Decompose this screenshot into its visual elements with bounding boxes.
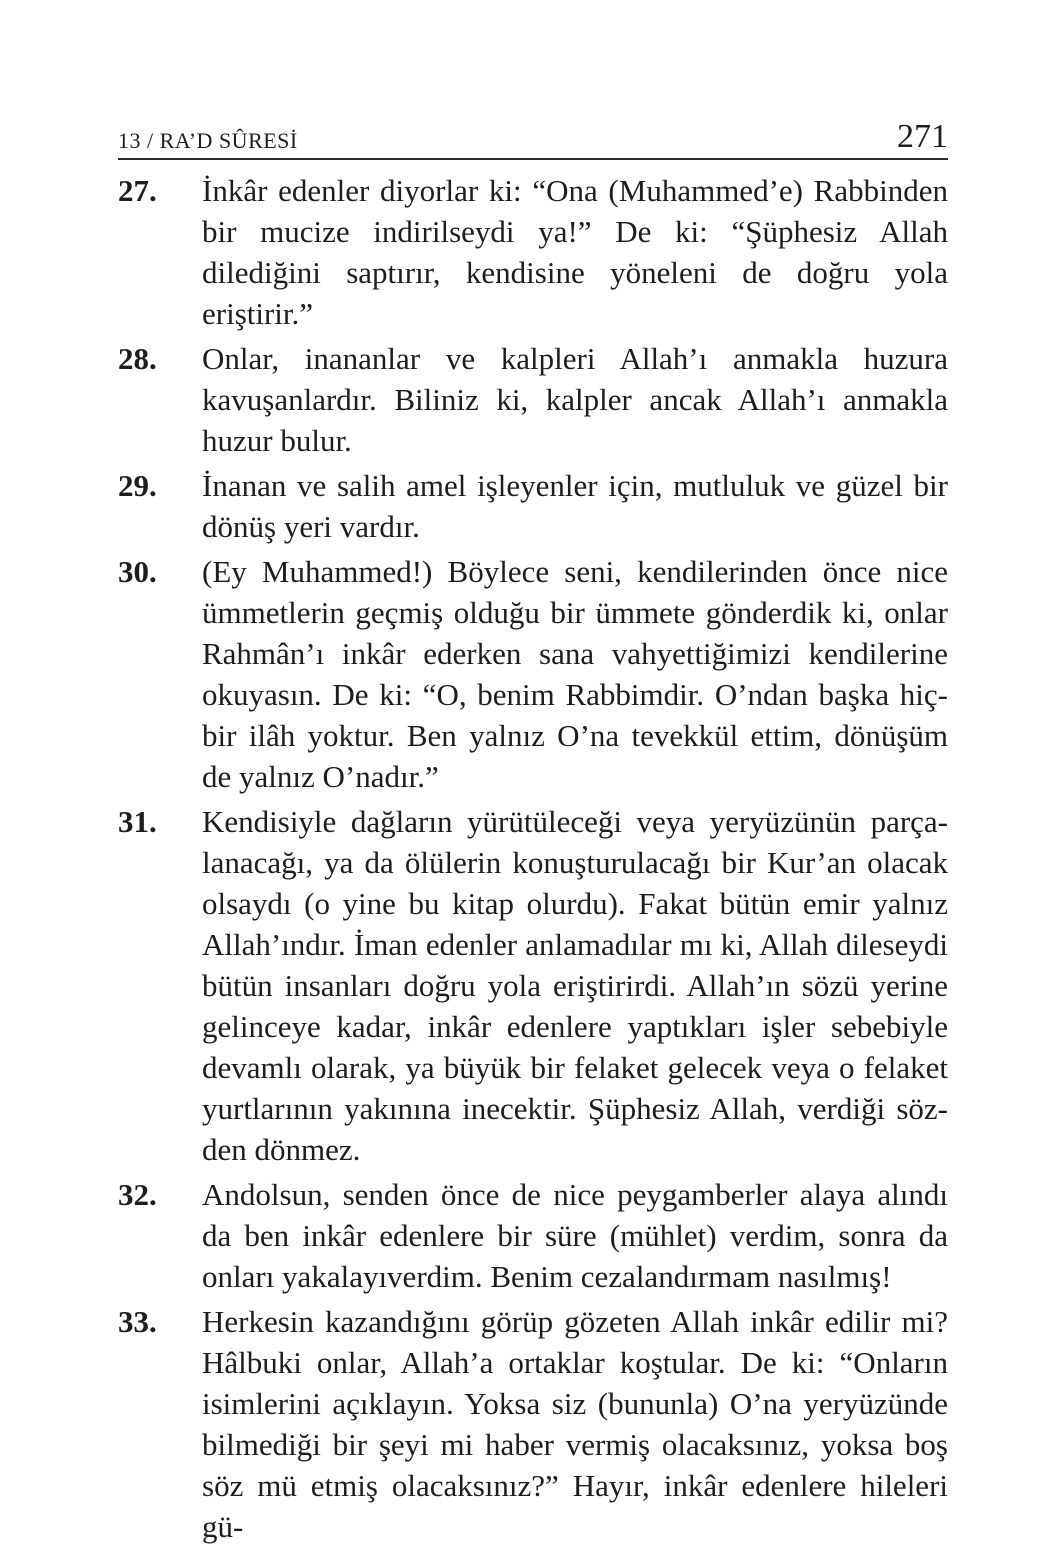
- verse-29: [118, 465, 948, 547]
- verse-27: [118, 170, 948, 334]
- verse-number: 33.: [118, 1304, 157, 1339]
- verse-31: [118, 801, 948, 1170]
- verse-28: [118, 338, 948, 461]
- verse-list: [118, 170, 948, 1551]
- verse-number: 29.: [118, 468, 157, 503]
- verse-text: İnanan ve salih amel işleyenler için, mutluluk ve güzel bir dönüş yeri vardır.: [202, 468, 948, 544]
- verse-number: 30.: [118, 554, 157, 589]
- verse-text: Andolsun, senden önce de nice peygamberler alaya alındı da ben inkâr edenlere bir süre (mühlet) verdim, sonra da onları yakalayıverdim. Benim cezalandırmam nasılmış!: [202, 1177, 948, 1294]
- verse-text: (Ey Muhammed!) Böylece seni, kendilerinden önce nice ümmetlerin geçmiş olduğu bir ümmete gönderdik ki, onlar Rahmân’ı inkâr ederken sana vahyettiğimizi kendilerine okuyasın. De ki: “O, benim Rabbimdir. O’ndan başka hiçbir ilâh yoktur. Ben yalnız O’na tevekkül ettim, dönüşüm de yalnız O’nadır.”: [202, 554, 948, 794]
- page-number: 271: [897, 118, 948, 155]
- verse-text: İnkâr edenler diyorlar ki: “Ona (Muhammed’e) Rabbinden bir mucize indirilseydi ya!” De ki: “Şüphesiz Allah dilediğini saptırır, kendisine yöneleni de doğru yola eriştirir.”: [202, 173, 948, 331]
- verse-text: Onlar, inananlar ve kalpleri Allah’ı anmakla huzura kavuşanlardır. Biliniz ki, kalpler ancak Allah’ı anmakla huzur bulur.: [202, 341, 948, 458]
- verse-33: [118, 1301, 948, 1547]
- verse-32: [118, 1174, 948, 1297]
- page-header: [118, 118, 948, 160]
- verse-number: 31.: [118, 804, 157, 839]
- verse-text: Herkesin kazandığını görüp gözeten Allah inkâr edilir mi? Hâlbuki onlar, Allah’a ortaklar koştular. De ki: “Onların isimlerini açıklayın. Yoksa siz (bununla) O’na yeryüzünde bilmediği bir şeyi mi haber vermiş olacaksınız, yoksa boş söz mü etmiş olacaksınız?” Hayır, inkâr edenlere hileleri gü-: [202, 1304, 948, 1544]
- verse-30: [118, 551, 948, 797]
- verse-number: 32.: [118, 1177, 157, 1212]
- verse-number: 27.: [118, 173, 157, 208]
- verse-text: Kendisiyle dağların yürütüleceği veya yeryüzünün parçalanacağı, ya da ölülerin konuşturulacağı bir Kur’an olacak olsaydı (o yine bu kitap olurdu). Fakat bütün emir yalnız Allah’ındır. İman edenler anlamadılar mı ki, Allah dileseydi bütün insanları doğru yola eriştirirdi. Allah’ın sözü yerine gelinceye kadar, inkâr edenlere yaptıkları işler sebebiyle devamlı olarak, ya büyük bir felaket gelecek veya o felaket yurtlarının yakınına inecektir. Şüphesiz Allah, verdiği sözden dönmez.: [202, 804, 948, 1167]
- running-head: 13 / RA’D SÛRESİ: [118, 128, 298, 153]
- verse-number: 28.: [118, 341, 157, 376]
